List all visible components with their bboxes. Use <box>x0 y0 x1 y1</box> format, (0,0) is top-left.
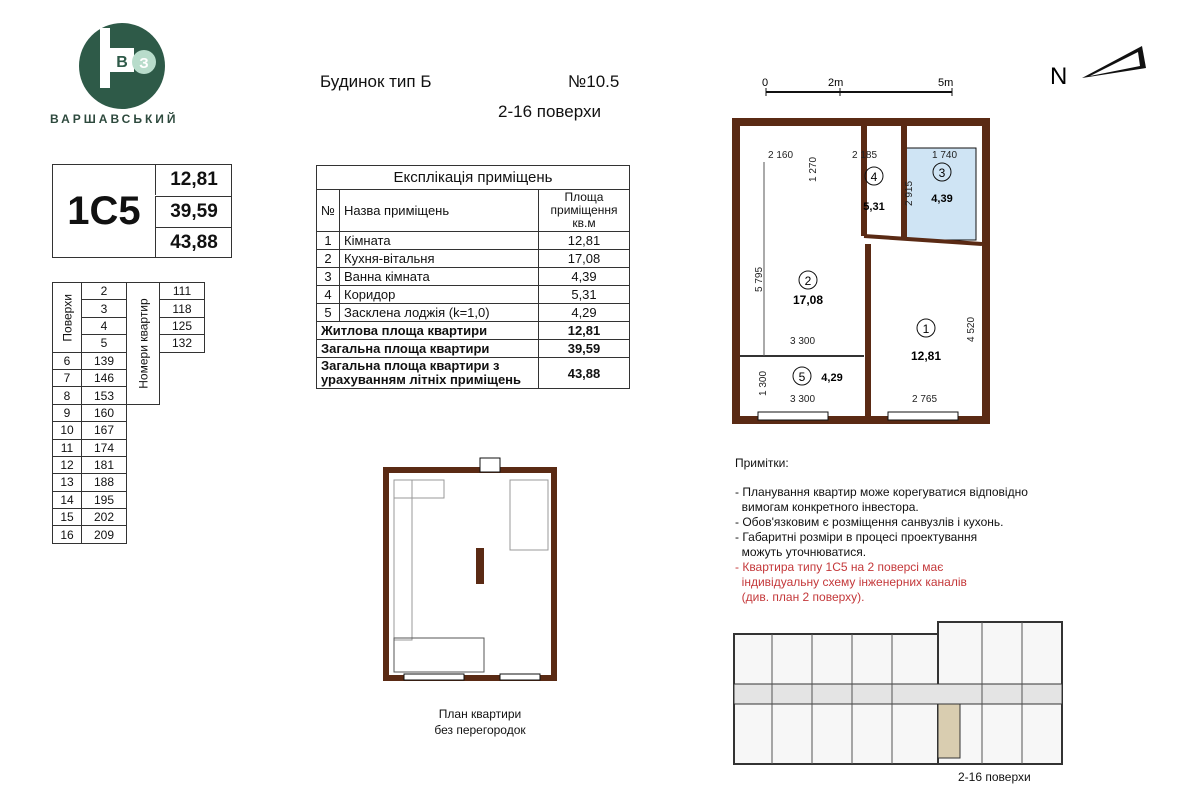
floor-number: 2 <box>82 283 127 300</box>
floor-row <box>53 491 205 508</box>
note-warning-line: - Квартира типу 1С5 на 2 поверсі має <box>735 560 944 574</box>
living-label: Житлова площа квартири <box>317 322 539 340</box>
note-line: можуть уточнюватися. <box>735 545 867 559</box>
room-no: 4 <box>317 286 340 304</box>
floor-number: 9 <box>53 404 82 421</box>
dim-3300-b: 3 300 <box>790 394 816 405</box>
floor-number: 14 <box>53 491 82 508</box>
explication-row <box>317 232 630 250</box>
col-area: Площа приміщення кв.м <box>539 190 630 232</box>
floors-table <box>52 282 205 544</box>
room-3-num: 3 <box>938 166 946 180</box>
room-4-num: 4 <box>870 170 878 184</box>
col-name: Назва приміщень <box>340 190 539 232</box>
note-warning-line: індивідуальну схему інженерних каналів <box>735 575 967 589</box>
room-area: 5,31 <box>539 286 630 304</box>
explication-table <box>316 165 630 389</box>
logo-letter-z: З <box>139 55 149 72</box>
apartment-number: 125 <box>160 317 205 334</box>
dim-1300: 1 300 <box>758 370 769 396</box>
floor-number: 5 <box>82 335 127 352</box>
floor-number: 8 <box>53 387 82 404</box>
apartment-number: 188 <box>82 474 127 491</box>
room-2-area: 17,08 <box>792 293 824 307</box>
floor-row <box>53 422 205 439</box>
room-1-num: 1 <box>922 322 930 336</box>
apartment-number: 174 <box>82 439 127 456</box>
floor-row <box>53 526 205 543</box>
notes <box>735 456 1065 605</box>
room-no: 1 <box>317 232 340 250</box>
apartment-number: 118 <box>160 300 205 317</box>
dim-1270: 1 270 <box>808 156 819 182</box>
apartment-number: 139 <box>82 352 127 369</box>
scale-5m: 5m <box>938 77 954 89</box>
apartment-code-box <box>52 164 232 258</box>
logo-name: ВАРШАВСЬКИЙ <box>50 112 179 126</box>
floors-range: 2-16 поверхи <box>498 102 601 121</box>
apartment-number: 167 <box>82 422 127 439</box>
room-no: 5 <box>317 304 340 322</box>
floor-number: 4 <box>82 317 127 334</box>
empty-plan-caption: План квартири без перегородок <box>434 707 526 737</box>
room-name: Кімната <box>340 232 539 250</box>
area-summer: 43,88 <box>155 227 232 258</box>
dim-1740: 1 740 <box>932 150 958 161</box>
col-no: № <box>317 190 340 232</box>
floor-row <box>53 474 205 491</box>
room-area: 4,29 <box>539 304 630 322</box>
north-arrow-icon <box>1050 46 1150 96</box>
note-warning-line: (див. план 2 поверху). <box>735 590 865 604</box>
note-line: вимогам конкретного інвестора. <box>735 500 919 514</box>
dim-4520: 4 520 <box>966 316 977 342</box>
developer-logo <box>78 22 166 110</box>
house-type: Будинок тип Б <box>320 72 432 91</box>
svg-text:N: N <box>1050 63 1068 90</box>
room-name: Ванна кімната <box>340 268 539 286</box>
numbers-label: Номери квартир <box>127 283 160 405</box>
note-line: - Габаритні розміри в процесі проектування <box>735 530 978 544</box>
room-2-num: 2 <box>804 274 812 288</box>
floor-row <box>53 509 205 526</box>
thumbnail-caption: 2-16 поверхи <box>958 770 1031 784</box>
area-living: 12,81 <box>155 165 232 195</box>
floor-number: 3 <box>82 300 127 317</box>
floor-row <box>53 456 205 473</box>
apartment-number: 202 <box>82 509 127 526</box>
floor-number: 12 <box>53 456 82 473</box>
explication-row <box>317 304 630 322</box>
room-name: Кухня-вітальня <box>340 250 539 268</box>
floor-plan-thumbnail <box>732 620 1064 766</box>
scale-2m: 2m <box>828 77 844 89</box>
apartment-plan <box>728 66 998 426</box>
living-value: 12,81 <box>539 322 630 340</box>
apartment-number: 195 <box>82 491 127 508</box>
room-no: 3 <box>317 268 340 286</box>
room-name: Коридор <box>340 286 539 304</box>
apartment-number: 153 <box>82 387 127 404</box>
total-label: Загальна площа квартири <box>317 340 539 358</box>
apartment-number: 160 <box>82 404 127 421</box>
floor-number: 11 <box>53 439 82 456</box>
room-3-area: 4,39 <box>931 193 953 205</box>
note-line: - Обов'язковим є розміщення санвузлів і кухонь. <box>735 515 1004 529</box>
apartment-number: 111 <box>160 283 205 300</box>
apartment-number: 132 <box>160 335 205 352</box>
floor-number: 13 <box>53 474 82 491</box>
note-line: - Планування квартир може корегуватися відповідно <box>735 485 1028 499</box>
floor-row <box>53 404 205 421</box>
explication-title: Експлікація приміщень <box>317 166 630 190</box>
summer-value: 43,88 <box>539 358 630 389</box>
summer-label: Загальна площа квартири з урахуванням літніх приміщень <box>317 358 539 389</box>
notes-heading: Примітки: <box>735 456 789 470</box>
dim-2915: 2 915 <box>904 180 915 206</box>
apartment-number: 181 <box>82 456 127 473</box>
floors-label: Поверхи <box>53 283 82 353</box>
room-name: Засклена лоджія (k=1,0) <box>340 304 539 322</box>
empty-plan <box>380 452 560 684</box>
floor-number: 15 <box>53 509 82 526</box>
apartment-number: 209 <box>82 526 127 543</box>
room-5-area: 4,29 <box>821 372 843 384</box>
explication-row <box>317 268 630 286</box>
dim-5795: 5 795 <box>754 266 765 292</box>
floor-row <box>53 283 205 300</box>
floor-number: 6 <box>53 352 82 369</box>
room-1-area: 12,81 <box>910 349 942 363</box>
room-area: 4,39 <box>539 268 630 286</box>
floor-number: 10 <box>53 422 82 439</box>
apartment-code: 1С5 <box>67 188 141 233</box>
floor-number: 7 <box>53 369 82 386</box>
floor-row <box>53 439 205 456</box>
area-total: 39,59 <box>155 196 232 227</box>
apartment-number: 146 <box>82 369 127 386</box>
explication-row <box>317 286 630 304</box>
dim-2765: 2 765 <box>912 394 938 405</box>
room-area: 17,08 <box>539 250 630 268</box>
room-5-num: 5 <box>798 370 806 384</box>
dim-3300-a: 3 300 <box>790 336 816 347</box>
explication-row <box>317 250 630 268</box>
room-area: 12,81 <box>539 232 630 250</box>
room-4-area: 5,31 <box>863 201 885 213</box>
scale-0: 0 <box>762 77 769 89</box>
logo-letter-v: В <box>116 54 128 71</box>
total-value: 39,59 <box>539 340 630 358</box>
dim-2185: 2 185 <box>852 150 878 161</box>
dim-2160: 2 160 <box>768 150 794 161</box>
room-no: 2 <box>317 250 340 268</box>
house-number: №10.5 <box>568 72 620 91</box>
floor-number: 16 <box>53 526 82 543</box>
